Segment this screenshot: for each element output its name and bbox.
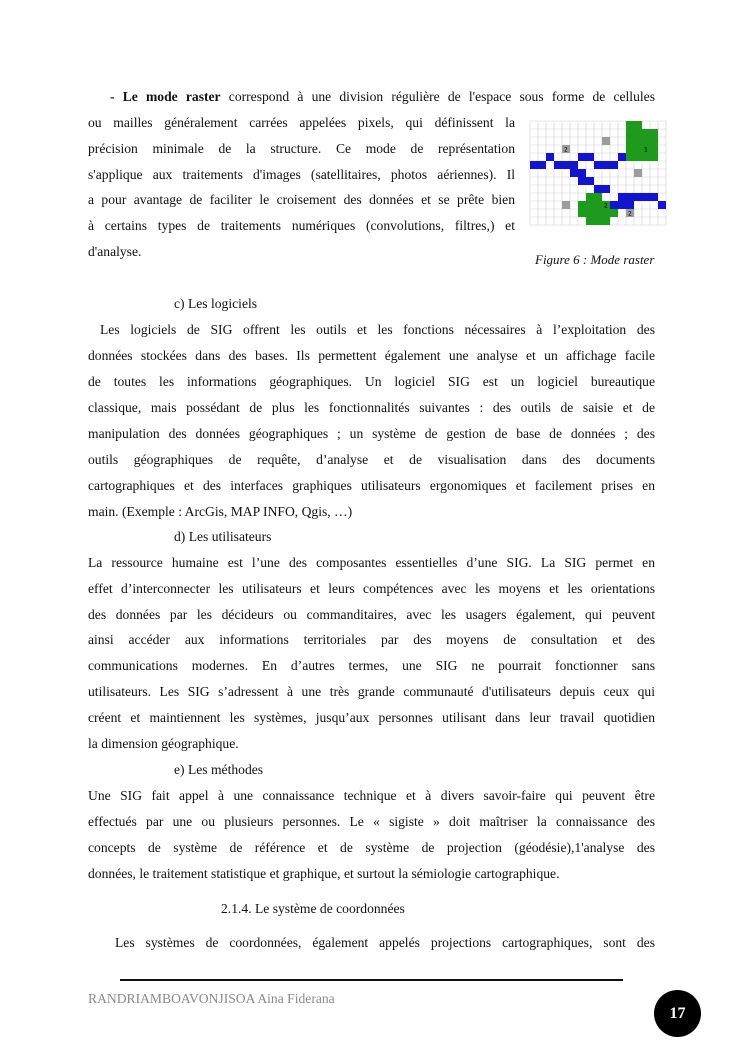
paragraph-line: utilisateurs. Les SIG s’adressent à une très grande communauté d'utilisateurs depuis ceux qui — [88, 684, 655, 699]
raster-cell-green — [650, 145, 658, 153]
paragraph-line: Une SIG fait appel à une connaissance technique et à divers savoir-faire qui peuvent être — [88, 788, 655, 803]
paragraph-line: cartographiques et des interfaces graphiques utilisateurs ergonomiques et facilement prises en — [88, 478, 655, 493]
raster-line: s'applique aux traitements d'images (satellitaires, photos aériennes). Il — [88, 167, 515, 182]
raster-cell-blue — [586, 153, 594, 161]
raster-cell-blue — [650, 193, 658, 201]
paragraph-line: concepts de système de référence et de système de projection (géodésie),1'analyse des — [88, 840, 655, 855]
raster-cell-blue — [562, 161, 570, 169]
figure-caption: Figure 6 : Mode raster — [535, 252, 655, 267]
raster-cell-green — [626, 137, 634, 145]
paragraph-line: créent et maintiennent les systèmes, jusqu’aux personnes utilisant dans leur travail quotidien — [88, 710, 655, 725]
paragraph-line: données, le traitement statistique et graphique, et surtout la sémiologie cartographique. — [88, 866, 560, 881]
raster-cell-blue — [618, 193, 626, 201]
raster-cell-green — [650, 153, 658, 161]
raster-cell-blue — [602, 161, 610, 169]
heading-utilisateurs: d) Les utilisateurs — [174, 529, 272, 544]
raster-cell-blue — [570, 169, 578, 177]
raster-cell-blue — [634, 193, 642, 201]
raster-line: ou mailles généralement carrées appelées pixels, qui définissent la — [88, 115, 515, 130]
raster-cell-green — [634, 145, 642, 153]
paragraph-line: données stockées dans des bases. Ils permettent également une analyse et un affichage facile — [88, 348, 655, 363]
raster-grid-figure — [528, 118, 670, 234]
raster-cell-green — [586, 209, 594, 217]
raster-cell-blue — [594, 185, 602, 193]
paragraph-line: effet d’interconnecter les utilisateurs et leurs compétences avec les moyens et les orientations — [88, 581, 655, 596]
paragraph-line: communications modernes. En d’autres termes, une SIG ne pourrait fonctionner sans — [88, 658, 655, 673]
heading-logiciels: c) Les logiciels — [174, 296, 258, 311]
raster-cell-blue — [578, 169, 586, 177]
raster-cell-blue — [578, 153, 586, 161]
raster-cell-green — [602, 209, 610, 217]
raster-cell-green — [578, 209, 586, 217]
paragraph-line: manipulation des données géographiques ; un système de gestion de base de données ; des — [88, 426, 655, 441]
raster-cell-green — [594, 193, 602, 201]
raster-cell-label: 2 — [604, 202, 608, 210]
raster-line: à certains types de traitements numériques (convolutions, filtres,) et — [88, 218, 515, 233]
raster-cell-green — [594, 201, 602, 209]
raster-cell-green — [626, 121, 634, 129]
paragraph-line: classique, mais possédant de plus les fonctionnalités suivantes : des outils de saisie et de — [88, 400, 655, 415]
raster-cell-label: 2 — [628, 210, 632, 218]
raster-cell-blue — [586, 177, 594, 185]
page-number-badge — [654, 990, 701, 1037]
raster-cell-green — [642, 137, 650, 145]
raster-cell-blue — [610, 161, 618, 169]
raster-cell-gray — [602, 137, 610, 145]
raster-cell-green — [594, 217, 602, 225]
raster-cell-gray — [562, 201, 570, 209]
raster-cell-blue — [570, 161, 578, 169]
raster-cell-blue — [618, 201, 626, 209]
heading-methodes: e) Les méthodes — [174, 762, 264, 777]
page-number: 17 — [669, 1004, 686, 1022]
raster-cell-green — [594, 209, 602, 217]
raster-cell-blue — [530, 161, 538, 169]
raster-cell-green — [626, 145, 634, 153]
raster-line: a pour avantage de faciliter le croisement des données et se prête bien — [88, 192, 515, 207]
raster-cell-green — [642, 153, 650, 161]
raster-cell-blue — [554, 161, 562, 169]
paragraph-line: de toutes les informations géographiques. Un logiciel SIG est un logiciel bureautique — [88, 374, 655, 389]
raster-lead: - Le mode raster — [110, 89, 221, 104]
raster-cell-green — [626, 129, 634, 137]
raster-cell-green — [634, 137, 642, 145]
raster-cell-blue — [546, 153, 554, 161]
raster-cell-green — [586, 217, 594, 225]
paragraph-line: Les logiciels de SIG offrent les outils et les fonctions nécessaires à l’exploitation des — [100, 322, 655, 337]
raster-cell-green — [650, 137, 658, 145]
raster-cell-blue — [602, 185, 610, 193]
paragraph-line: ainsi accéder aux informations territoriales par des moyens de consultation et des — [88, 632, 655, 647]
raster-cell-blue — [610, 201, 618, 209]
raster-cell-green — [602, 217, 610, 225]
raster-intro-line — [88, 89, 655, 105]
raster-line: précision minimale de la structure. Ce mode de représentation — [88, 141, 515, 156]
raster-cell-green — [586, 193, 594, 201]
raster-cell-label: 1 — [644, 146, 648, 154]
raster-cell-blue — [618, 153, 626, 161]
raster-line: d'analyse. — [88, 244, 142, 259]
paragraph-line: effectués par une ou plusieurs personnes. Le « sigiste » doit maîtriser la connaissance des — [88, 814, 655, 829]
raster-cell-green — [626, 153, 634, 161]
raster-cell-green — [610, 209, 618, 217]
raster-cell-green — [586, 201, 594, 209]
raster-cell-green — [642, 129, 650, 137]
raster-cell-blue — [658, 201, 666, 209]
paragraph-line: main. (Exemple : ArcGis, MAP INFO, Qgis, …) — [88, 504, 353, 519]
raster-cell-blue — [626, 193, 634, 201]
raster-cell-green — [578, 201, 586, 209]
raster-cell-green — [634, 129, 642, 137]
footer-author: RANDRIAMBOAVONJISOA Aina Fiderana — [88, 991, 335, 1006]
heading-systeme-coordonnees: 2.1.4. Le système de coordonnées — [221, 901, 405, 916]
raster-cell-green — [650, 129, 658, 137]
paragraph-line: La ressource humaine est l’une des composantes essentielles d’une SIG. La SIG permet en — [88, 555, 655, 570]
paragraph-line: des données par les décideurs ou commanditaires, avec les usagers également, qui peuvent — [88, 607, 655, 622]
raster-cell-gray — [634, 169, 642, 177]
paragraph-line: outils géographiques de requête, d’analyse et de visualisation dans des documents — [88, 452, 655, 467]
raster-cell-blue — [642, 193, 650, 201]
raster-cell-blue — [578, 177, 586, 185]
raster-cell-blue — [594, 161, 602, 169]
raster-cell-green — [634, 153, 642, 161]
footer-rule — [120, 979, 623, 981]
raster-line1-rest: correspond à une division régulière de l'espace sous forme de cellules — [228, 89, 655, 104]
raster-cell-green — [634, 121, 642, 129]
paragraph-line: Les systèmes de coordonnées, également appelés projections cartographiques, sont des — [115, 935, 655, 950]
raster-cell-blue — [626, 201, 634, 209]
raster-cell-blue — [538, 161, 546, 169]
paragraph-line: la dimension géographique. — [88, 736, 239, 751]
raster-cell-label: 2 — [564, 146, 568, 154]
